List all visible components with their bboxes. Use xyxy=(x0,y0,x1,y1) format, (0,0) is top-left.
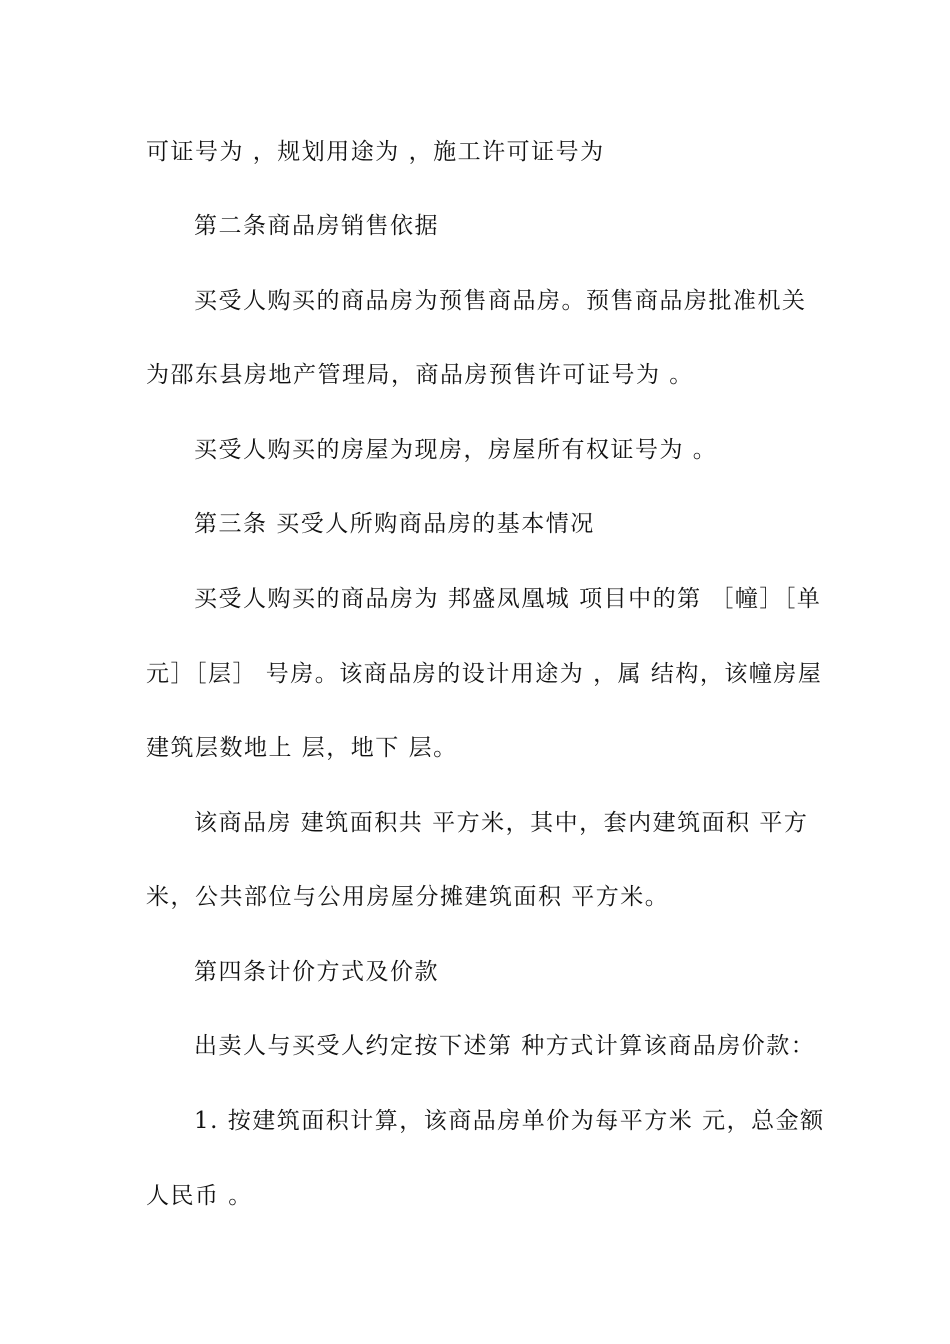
text-line-10: 该商品房 建筑面积共 平方米，其中，套内建筑面积 平方 xyxy=(194,810,809,836)
text-line-9: 建筑层数地上 层，地下 层。 xyxy=(146,735,458,761)
text-line-3: 买受人购买的商品房为预售商品房。预售商品房批准机关 xyxy=(194,288,807,314)
text-line-14: 1. 按建筑面积计算，该商品房单价为每平方米 元，总金额 xyxy=(194,1108,825,1134)
text-line-11: 米，公共部位与公用房屋分摊建筑面积 平方米。 xyxy=(146,884,670,910)
text-line-4: 为邵东县房地产管理局，商品房预售许可证号为 。 xyxy=(146,362,694,388)
text-line-15: 人民币 。 xyxy=(146,1183,253,1209)
text-line-8: 元］［层］ 号房。该商品房的设计用途为 ，属 结构，该幢房屋 xyxy=(146,661,823,687)
text-line-1: 可证号为 ，规划用途为 ，施工许可证号为 xyxy=(146,139,605,165)
section-heading-4: 第四条计价方式及价款 xyxy=(194,959,439,985)
text-line-7: 买受人购买的商品房为 邦盛凤凰城 项目中的第 ［幢］［单 xyxy=(194,586,822,612)
text-line-5: 买受人购买的房屋为现房，房屋所有权证号为 。 xyxy=(194,437,718,463)
text-line-13: 出卖人与买受人约定按下述第 种方式计算该商品房价款： xyxy=(194,1033,816,1059)
section-heading-3: 第三条 买受人所购商品房的基本情况 xyxy=(194,511,595,537)
section-heading-2: 第二条商品房销售依据 xyxy=(194,213,439,239)
